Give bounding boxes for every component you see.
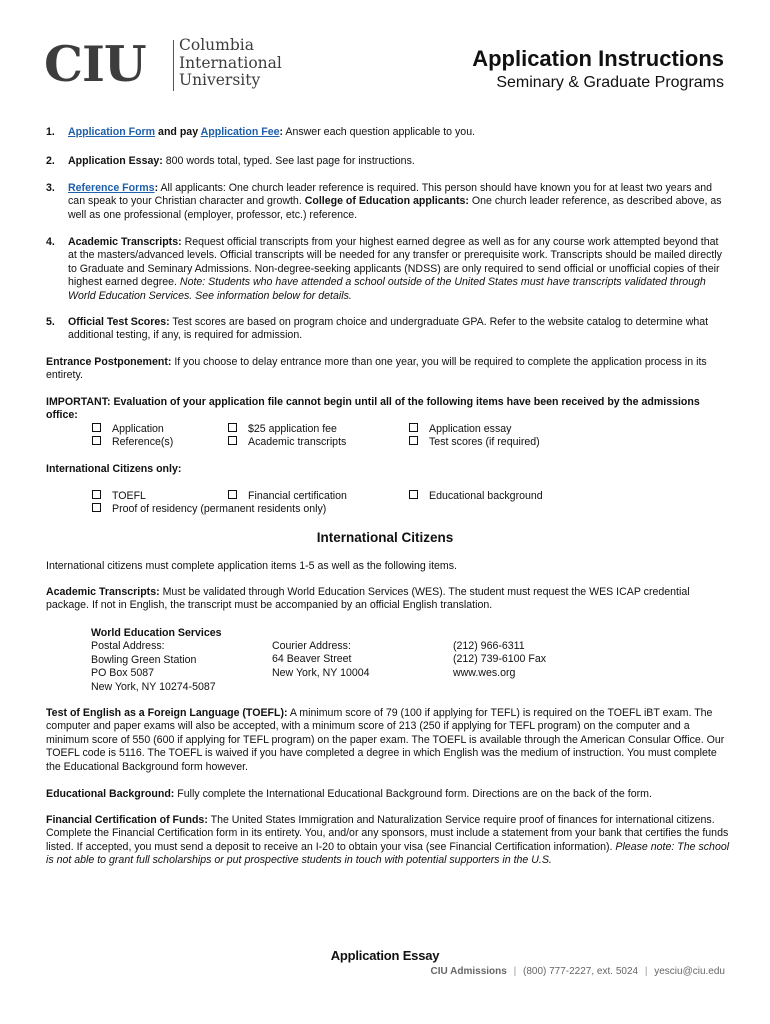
wes-contact <box>453 640 623 680</box>
checkbox-icon[interactable] <box>409 490 418 499</box>
item-number: 5. <box>46 316 55 328</box>
wes-courier: Courier Address: 64 Beaver Street New York, NY 10004 <box>272 640 370 679</box>
wes-website[interactable]: www.wes.org <box>453 666 516 679</box>
logo-divider <box>173 40 174 91</box>
footer-phone: (800) 777-2227, ext. 5024 <box>522 966 639 977</box>
checklist-financial: Financial certification <box>228 490 347 503</box>
checkbox-icon[interactable] <box>409 423 418 432</box>
item-number: 4. <box>46 236 55 248</box>
international-intro: International citizens must complete application items 1-5 as well as the following items. <box>46 560 457 572</box>
application-fee-link[interactable]: Application Fee <box>200 126 280 138</box>
toefl-section: Test of English as a Foreign Language (TOEFL): A minimum score of 79 (100 if applying for TEFL) is required on the TOEFL iBT exam. The computer and paper exams will also be accepted, with a minimum score of 213 (250 if applying for TEFL program) on the computer and a minimum score of 550 (600 if applying for TEFL program) on the paper exam. The TOEFL is available through the American Consular Office. Our TOEFL code is 5116. The TOEFL is waived if you have completed a degree in which English was the medium of instruction. You must complete the Educational Background form however. <box>46 707 725 773</box>
checklist-residency: Proof of residency (permanent residents only) <box>92 503 326 516</box>
international-only-label: International Citizens only: <box>46 463 182 475</box>
international-transcripts: Academic Transcripts: Must be validated through World Education Services (WES). The student must request the WES ICAP credential package. If not in English, the transcript must be accompanied by an official English translation. <box>46 586 690 612</box>
wes-phone: (212) 966-6311 <box>453 640 525 652</box>
checklist-background: Educational background <box>409 490 543 503</box>
item-number: 2. <box>46 155 55 167</box>
checkbox-icon[interactable] <box>92 423 101 432</box>
educational-background-section: Educational Background: Fully complete the International Educational Background form. Directions are on the back of the form. <box>46 788 652 800</box>
page-subtitle: Seminary & Graduate Programs <box>496 74 724 91</box>
reference-forms-link[interactable]: Reference Forms <box>68 182 155 194</box>
application-form-link[interactable]: Application Form <box>68 126 156 138</box>
checkbox-icon[interactable] <box>92 490 101 499</box>
wes-postal: World Education Services Postal Address: Bowling Green Station PO Box 5087 New York, NY 10274-5087 <box>91 627 261 694</box>
instruction-item-5: Official Test Scores: Test scores are based on program choice and undergraduate GPA. Refer to the website catalog to determine what additional testing, if any, is required for admission. <box>68 316 709 342</box>
item-number: 1. <box>46 126 55 138</box>
entrance-postponement: Entrance Postponement: If you choose to delay entrance more than one year, you will be required to complete the application process in its entirety. <box>46 356 707 382</box>
wes-name: World Education Services <box>91 627 222 639</box>
checklist-toefl: TOEFL <box>92 490 146 503</box>
checkbox-icon[interactable] <box>92 503 101 512</box>
ciu-logo <box>44 34 304 96</box>
item-number: 3. <box>46 182 55 194</box>
checkbox-icon[interactable] <box>409 436 418 445</box>
wes-fax: (212) 739-6100 Fax <box>453 653 547 666</box>
checklist-fee: $25 application fee <box>228 423 337 436</box>
checklist-application: Application <box>92 423 164 436</box>
checkbox-icon[interactable] <box>228 436 237 445</box>
instruction-item-3: Reference Forms: All applicants: One church leader reference is required. This person should have known you for at least two years and can speak to your Christian character and growth. College of Education applicants: One church leader reference, as described above, as well as one professional (employer, professor, etc.) reference. <box>68 182 722 221</box>
page-title: Application Instructions <box>472 46 724 71</box>
checkbox-icon[interactable] <box>92 436 101 445</box>
important-notice: IMPORTANT: Evaluation of your application file cannot begin until all of the following items have been received by the admissions office: <box>46 396 700 422</box>
checklist-references: Reference(s) <box>92 436 173 449</box>
instruction-item-1: Application Form and pay Application Fee: Answer each question applicable to you. <box>68 126 476 138</box>
logo-name: Columbia International University <box>179 36 282 89</box>
footer-email[interactable]: yesciu@ciu.edu <box>654 966 725 977</box>
checklist-transcripts: Academic transcripts <box>228 436 346 449</box>
footer-next-page: Application Essay <box>330 948 440 963</box>
checkbox-icon[interactable] <box>228 423 237 432</box>
international-heading: International Citizens <box>316 530 454 545</box>
checklist-essay: Application essay <box>409 423 511 436</box>
financial-certification-section: Financial Certification of Funds: The United States Immigration and Naturalization Service require proof of finances for international citizens. Complete the Financial Certification form in its entirety. You, and/or any sponsors, must include a statement from your bank that certifies the funds listed. If accepted, you must send a deposit to receive an I-20 to obtain your visa (see Financial Certification information). Please note: The school is not able to grant full scholarships or put prospective students in touch with potential supporters in the U.S. <box>46 814 730 867</box>
checkbox-icon[interactable] <box>228 490 237 499</box>
logo-mark: CIU <box>44 35 146 93</box>
footer-contact: CIU Admissions | (800) 777-2227, ext. 5024 | yesciu@ciu.edu <box>430 966 725 977</box>
checklist-scores: Test scores (if required) <box>409 436 540 449</box>
footer-office: CIU Admissions <box>430 966 507 977</box>
instruction-item-4: Academic Transcripts: Request official transcripts from your highest earned degree as well as for any course work attempted beyond that at the masters/advanced levels. Official transcripts will be needed for any transfer or prerequisite work. Transcripts should be mailed directly to Graduate and Seminary Admissions. Non-degree-seeking applicants (NDSS) are only required to send official or unofficial copies of their highest earned degree. Note: Students who have attended a school outside of the United States must have transcripts validated through World Education Services. See information below for details. <box>68 236 722 302</box>
instruction-item-2: Application Essay: 800 words total, typed. See last page for instructions. <box>68 155 415 167</box>
